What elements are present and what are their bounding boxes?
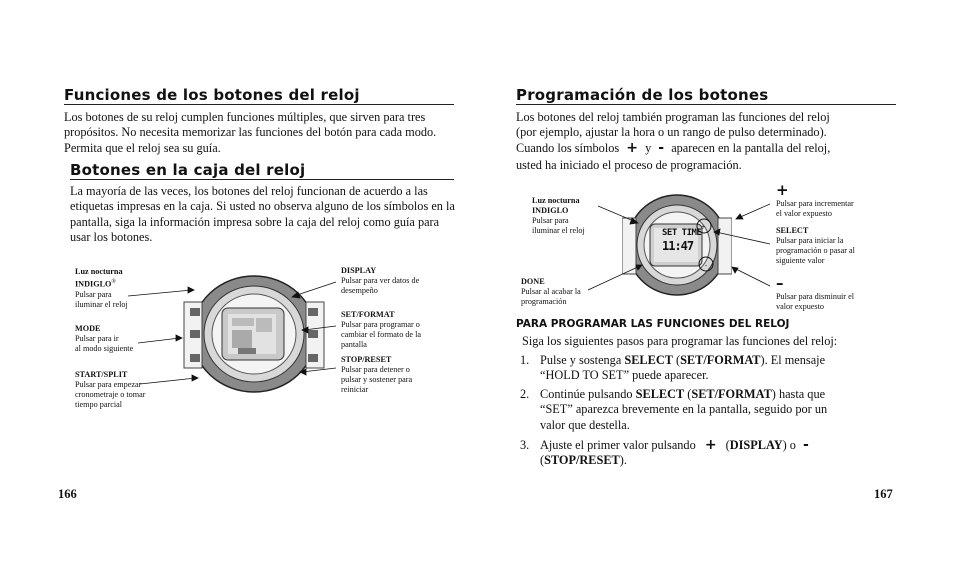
- svg-text:+: +: [700, 224, 706, 231]
- list-item-step-1: 1. Pulse y sostenga SELECT (SET/FORMAT). El mensaje “HOLD TO SET” puede aparecer.: [520, 353, 826, 383]
- plus-icon: +: [704, 437, 717, 453]
- label-select: SELECT Pulsar para iniciar la programación o pasar al siguiente valor: [776, 226, 855, 265]
- section-title-funciones: Funciones de los botones del reloj: [64, 86, 360, 104]
- section-title-botones-caja: Botones en la caja del reloj: [70, 161, 306, 179]
- label-indiglo-left: Luz nocturna INDIGLO® Pulsar para iluminar el reloj: [75, 267, 128, 309]
- label-start-split: START/SPLIT Pulsar para empezar cronometraje o tomar tiempo parcial: [75, 370, 146, 409]
- label-display: DISPLAY Pulsar para ver datos de desempeño: [341, 266, 420, 295]
- list-item-step-3: 3. Ajuste el primer valor pulsando + (DISPLAY) o - (STOP/RESET).: [520, 437, 809, 468]
- paragraph-programacion: Los botones del reloj también programan las funciones del reloj (por ejemplo, ajustar la hora o un rango de pulso determinado). Cuando los símbolos + y - aparecen en la pantalla del reloj, usted ha iniciado el proceso de programación.: [516, 110, 831, 173]
- section-title-programacion: Programación de los botones: [516, 86, 769, 104]
- page-number-right: 167: [874, 487, 893, 501]
- label-set-format: SET/FORMAT Pulsar para programar o cambiar el formato de la pantalla: [341, 310, 422, 349]
- minus-icon: –: [776, 274, 784, 292]
- intro-pasos: Siga los siguientes pasos para programar las funciones del reloj:: [522, 334, 838, 348]
- label-mode: MODE Pulsar para ir al modo siguiente: [75, 324, 134, 353]
- subheading-programar: PARA PROGRAMAR LAS FUNCIONES DEL RELOJ: [516, 318, 790, 330]
- label-done: DONE Pulsar al acabar la programación: [521, 277, 581, 306]
- label-plus: + Pulsar para incrementar el valor expuesto: [776, 181, 854, 218]
- svg-text:-: -: [704, 262, 708, 269]
- minus-icon: -: [803, 437, 809, 453]
- label-indiglo-right: Luz nocturna INDIGLO Pulsar para iluminar el reloj: [532, 196, 585, 235]
- label-minus: – Pulsar para disminuir el valor expuesto: [776, 274, 854, 311]
- page-number-left: 166: [58, 487, 77, 501]
- label-stop-reset: STOP/RESET Pulsar para detener o pulsar y sostener para reiniciar: [341, 355, 413, 394]
- list-item-step-2: 2. Continúe pulsando SELECT (SET/FORMAT) hasta que “SET” aparezca brevemente en la pantalla, seguido por un valor que destella.: [520, 387, 828, 432]
- plus-icon: +: [776, 181, 789, 199]
- paragraph-botones-caja: La mayoría de las veces, los botones del reloj funcionan de acuerdo a las etiquetas impresas en la caja. Si usted no observa alguno de los símbolos en la pantalla, siga la información impresa sobre la caja del reloj como guía para usar los botones.: [70, 184, 455, 245]
- minus-icon: -: [658, 139, 665, 156]
- watch-screen-text: SET TIME 11:47: [662, 228, 702, 253]
- plus-icon: +: [626, 139, 638, 156]
- paragraph-funciones: Los botones de su reloj cumplen funciones múltiples, que sirven para tres propósitos. No necesita memorizar las funciones del botón para cada modo. Permita que el reloj sea su guía.: [64, 110, 437, 155]
